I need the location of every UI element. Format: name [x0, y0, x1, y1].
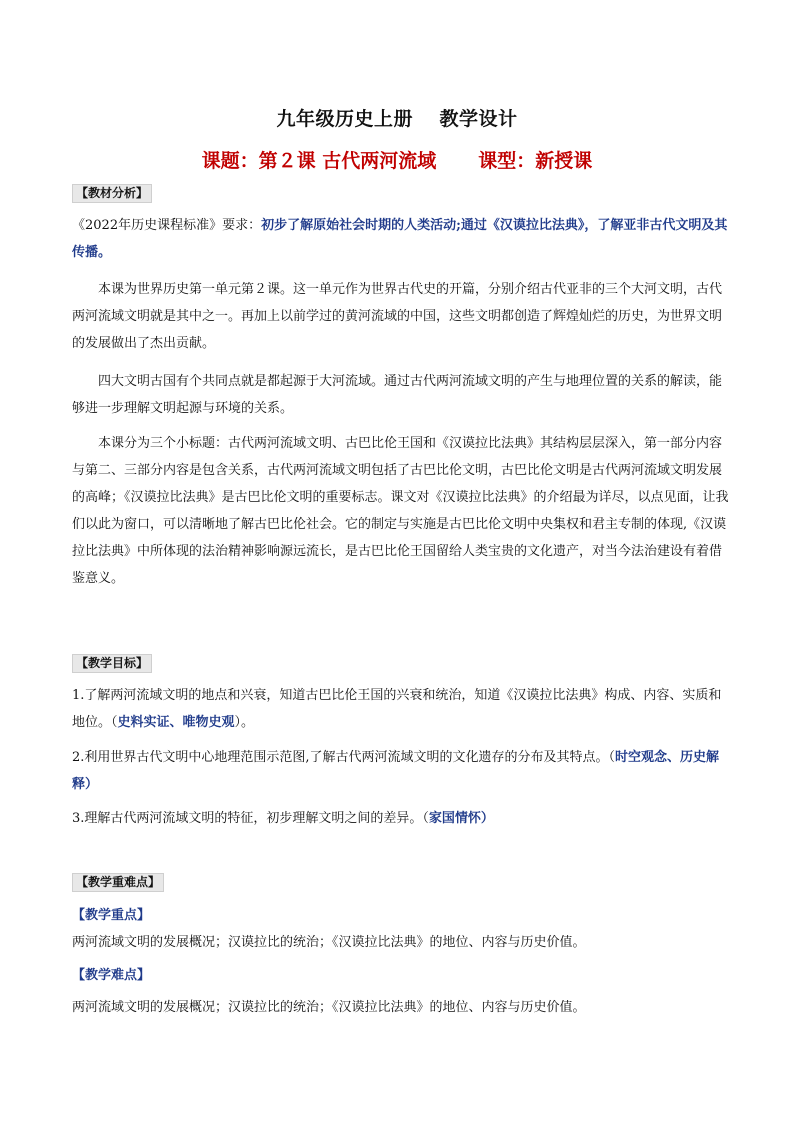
analysis-paragraph-1: 本课为世界历史第一单元第２课。这一单元作为世界古代史的开篇，分别介绍古代亚非的三个大河文明，古代两河流域文明就是其中之一。再加上以前学过的黄河流域的中国，这些文明都创造了辉煌灿烂的历史，为世界文明的发展做出了杰出贡献。 — [72, 282, 723, 351]
difficult-point-heading: 【教学难点】 — [72, 968, 151, 983]
goal-item-2 — [72, 744, 732, 798]
document-title: 九年级历史上册 教学设计 — [276, 108, 518, 130]
goal-2-end: ） — [85, 777, 99, 792]
key-point-text: 两河流域文明的发展概况；汉谟拉比的统治；《汉谟拉比法典》的地位、内容与历史价值。 — [72, 935, 586, 950]
goal-1-skill: 史料实证、唯物史观 — [117, 715, 235, 730]
goal-item-1 — [72, 682, 732, 736]
standard-prefix: 《2022年历史课程标准》要求： — [72, 218, 262, 233]
lesson-title: 课题：第２课 古代两河流域 — [201, 150, 437, 172]
standard-content: 初步了解原始社会时期的人类活动;通过《汉谟拉比法典》，了解亚非古代文明及其传播。 — [72, 218, 728, 260]
goal-3-text: 3.理解古代两河流域文明的特征，初步理解文明之间的差异。（ — [72, 811, 429, 826]
goal-3-skill: 家国情怀 — [428, 811, 481, 826]
section-tag-analysis: 【教材分析】 — [72, 184, 152, 203]
section-tag-key-points: 【教学重难点】 — [72, 873, 164, 892]
goal-2-text: 2.利用世界古代文明中心地理范围示范图,了解古代两河流域文明的文化遗存的分布及其特点。（ — [72, 750, 616, 765]
goal-2-skill: 时空观念、历史解释 — [72, 750, 720, 792]
key-point-heading: 【教学重点】 — [72, 908, 151, 923]
analysis-paragraph-2: 四大文明古国有个共同点就是都起源于大河流域。通过古代两河流域文明的产生与地理位置的关系的解读，能够进一步理解文明起源与环境的关系。 — [72, 374, 723, 416]
lesson-heading — [0, 146, 794, 173]
goal-3-end: ） — [480, 811, 494, 826]
section-tag-goals: 【教学目标】 — [72, 654, 152, 673]
lesson-type: 课型：新授课 — [478, 150, 593, 172]
goal-item-3 — [72, 805, 732, 832]
goal-1-text: 1.了解两河流域文明的地点和兴衰，知道古巴比伦王国的兴衰和统治，知道《汉谟拉比法典》构成、内容、实质和地位。（ — [72, 688, 722, 730]
analysis-paragraph-3: 本课分为三个小标题：古代两河流域文明、古巴比伦王国和《汉谟拉比法典》其结构层层深入，第一部分内容与第二、三部分内容是包含关系，古代两河流域文明包括了古巴比伦文明，古巴比伦文明是古代两河流域文明发展的高峰；《汉谟拉比法典》是古巴比伦文明的重要标志。课文对《汉谟拉比法典》的介绍最为详尽，以点见面，让我们以此为窗口，可以清晰地了解古巴比伦社会。它的制定与实施是古巴比伦文明中央集权和君主专制的体现,《汉谟拉比法典》中所体现的法治精神影响源远流长，是古巴比伦王国留给人类宝贵的文化遗产，对当今法治建设有着借鉴意义。 — [72, 436, 729, 586]
goal-1-end: ）。 — [234, 715, 255, 730]
difficult-point-text: 两河流域文明的发展概况；汉谟拉比的统治；《汉谟拉比法典》的地位、内容与历史价值。 — [72, 1000, 586, 1015]
curriculum-standard — [72, 212, 732, 266]
